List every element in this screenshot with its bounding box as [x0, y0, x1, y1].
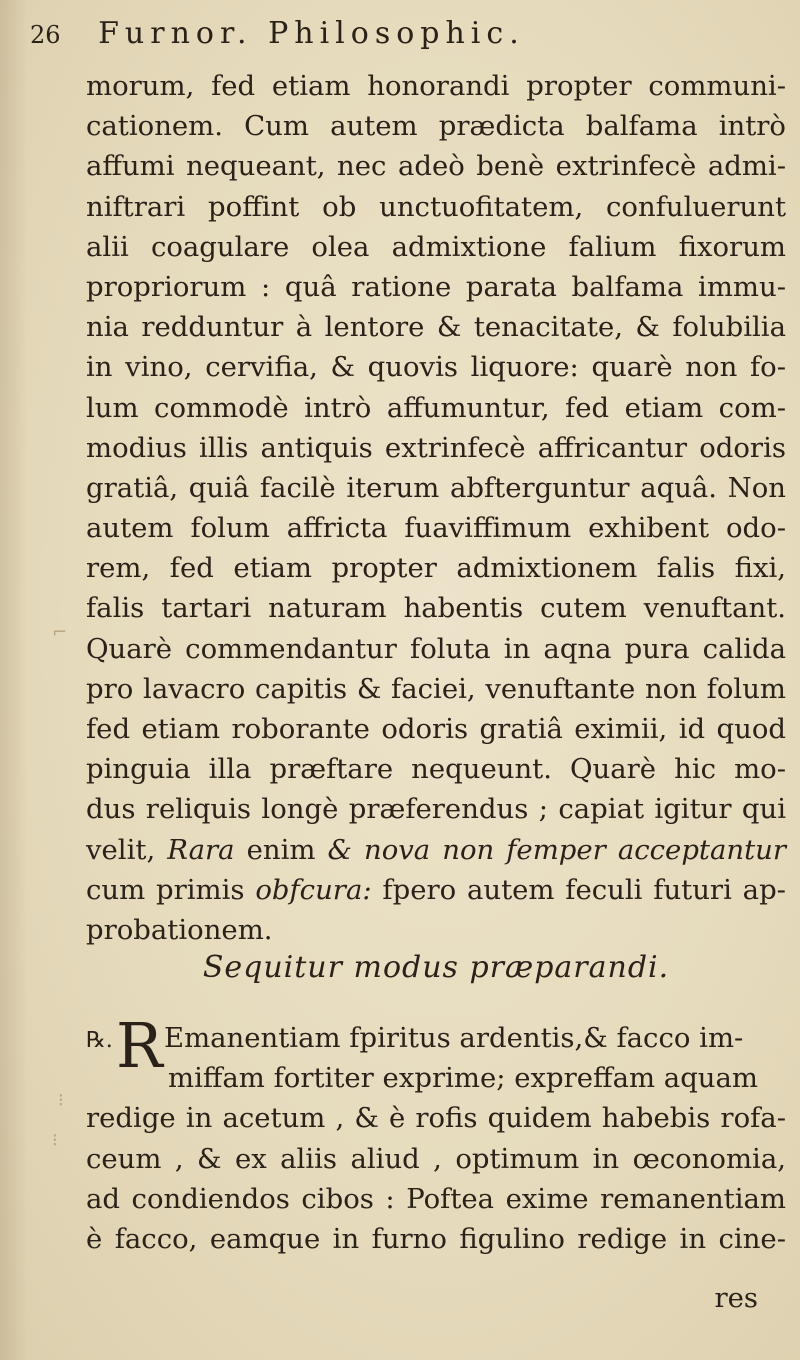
text-line: modius illis antiquis extrinfecè affricantur odoris — [86, 431, 786, 464]
text-line: ceum , & ex aliis aliud , optimum in œconomia, — [86, 1142, 786, 1175]
running-title: Furnor. Philosophic. — [98, 16, 525, 51]
italic-text-run: Rara — [167, 833, 235, 866]
text-line: pinguia illa præftare nequeunt. Quarè hic mo- — [86, 753, 786, 786]
main-paragraph — [86, 66, 786, 950]
text-run: enim — [246, 833, 316, 866]
text-line: Quarè commendantur foluta in aqna pura calida — [86, 632, 786, 665]
text-line: fed etiam roborante odoris gratiâ eximii, id quod — [86, 713, 786, 745]
text-line: affumi nequeant, nec adeò benè extrinfecè admi- — [86, 150, 786, 183]
text-run: Emanentiam fpiritus ardentis,& facco im- — [164, 1022, 744, 1054]
text-line: rem, fed etiam propter admixtionem falis fixi, — [86, 552, 786, 585]
text-line-with-italic — [86, 830, 786, 870]
text-line: redige in acetum , & è rofis quidem habebis rofa- — [86, 1102, 786, 1135]
text-line: cationem. Cum autem prædicta balfama intrò — [86, 110, 786, 143]
italic-text-run: obfcura: — [255, 873, 372, 906]
text-run: fpero autem feculi futuri ap- — [382, 873, 786, 906]
text-line: lum commodè intrò affumuntur, fed etiam com- — [86, 391, 786, 424]
drop-cap-letter: R — [116, 1009, 163, 1082]
text-line: gratiâ, quiâ facilè iterum abfterguntur aquâ. Non — [86, 471, 786, 504]
catchword: res — [714, 1282, 758, 1314]
margin-mark-icon: ⁝ — [58, 1090, 64, 1111]
text-run: velit, — [86, 833, 156, 866]
italic-text-run: & nova non femper acceptantur — [327, 833, 786, 866]
text-line: nia redduntur à lentore & tenacitate, & folubilia — [86, 311, 786, 344]
text-line: morum, fed etiam honorandi propter communi- — [86, 70, 786, 102]
margin-mark-icon: ⁝ — [52, 1130, 58, 1151]
text-line: ad condiendos cibos : Poftea exime remanentiam — [86, 1182, 786, 1215]
section-subheading: Sequitur modus præparandi. — [202, 950, 670, 985]
page-number: 26 — [30, 21, 61, 49]
page-gutter-shadow — [0, 0, 28, 1360]
text-line: dus reliquis longè præferendus ; capiat igitur qui — [86, 793, 786, 826]
text-line-with-italic — [86, 870, 786, 910]
text-line: in vino, cervifia, & quovis liquore: quarè non fo- — [86, 351, 786, 384]
running-header — [30, 16, 790, 62]
text-line: pro lavacro capitis & faciei, venuftante non folum — [86, 672, 786, 705]
text-line: autem folum affricta fuaviffimum exhibent odo- — [86, 512, 786, 545]
recipe-paragraph — [86, 1009, 786, 1259]
recipe-symbol: ℞. — [86, 1028, 113, 1053]
text-line: propriorum : quâ ratione parata balfama immu- — [86, 270, 786, 303]
text-run: cum primis — [86, 873, 245, 906]
text-line: è facco, eamque in furno figulino redige in cine- — [86, 1222, 786, 1255]
text-line: probationem. — [86, 913, 273, 946]
text-line: falis tartari naturam habentis cutem venuftant. — [86, 592, 786, 625]
text-line: alii coagulare olea admixtione falium fixorum — [86, 230, 786, 263]
margin-mark-icon: ⌐ — [52, 622, 68, 643]
text-line: niftrari poffint ob unctuofitatem, confuluerunt — [86, 190, 786, 223]
text-line: miffam fortiter exprime; expreffam aquam — [168, 1062, 758, 1095]
